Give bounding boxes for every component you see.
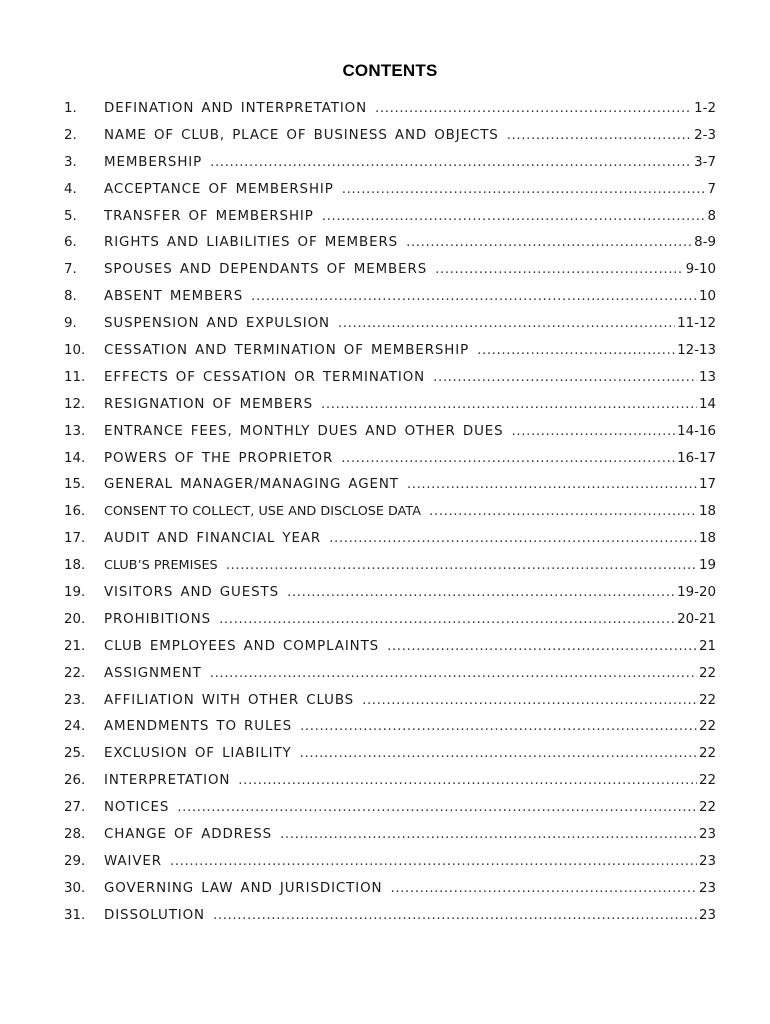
toc-entry-page-range: 21 [698, 638, 716, 654]
toc-entry-number: 27. [64, 800, 86, 816]
toc-entry-page-range: 10 [698, 289, 716, 305]
dot-leader [375, 101, 692, 116]
toc-entry-title: NAME OF CLUB, PLACE OF BUSINESS AND OBJECTS [104, 127, 499, 143]
toc-entry-number: 15. [64, 477, 86, 493]
toc-entry-page-range: 22 [698, 719, 716, 735]
toc-entry-page-range: 8 [707, 208, 716, 224]
toc-entry-title: RESIGNATION OF MEMBERS [104, 396, 313, 412]
toc-entry-title: AUDIT AND FINANCIAL YEAR [104, 531, 322, 547]
toc-entry-number: 9. [64, 316, 77, 332]
toc-entry-number: 5. [64, 208, 77, 224]
toc-entry-number: 8. [64, 289, 77, 305]
dot-leader [507, 128, 692, 143]
toc-entry [64, 531, 716, 558]
toc-entry-number: 11. [64, 369, 86, 385]
toc-entry-number: 3. [64, 154, 77, 170]
toc-entry [64, 235, 716, 262]
toc-entry-page-range: 23 [698, 907, 716, 923]
toc-entry-page-range: 13 [698, 369, 716, 385]
dot-leader [338, 316, 675, 331]
toc-entry-title: CLUB’S PREMISES [104, 558, 218, 574]
dot-leader [433, 370, 697, 385]
toc-entry-number: 10. [64, 343, 86, 359]
toc-entry-page-range: 14 [698, 396, 716, 412]
toc-entry-page-range: 23 [698, 827, 716, 843]
toc-entry-title: EFFECTS OF CESSATION OR TERMINATION [104, 369, 426, 385]
toc-entry-title: WAIVER [104, 853, 162, 869]
toc-entry-title: SPOUSES AND DEPENDANTS OF MEMBERS [104, 262, 428, 278]
toc-entry-number: 6. [64, 235, 77, 251]
dot-leader [280, 827, 697, 842]
toc-entry-title: GENERAL MANAGER/MANAGING AGENT [104, 477, 399, 493]
dot-leader [213, 908, 697, 923]
toc-entry-number: 31. [64, 907, 86, 923]
toc-entry-title: POWERS OF THE PROPRIETOR [104, 450, 334, 466]
dot-leader [435, 262, 684, 277]
toc-entry-title: AMENDMENTS TO RULES [104, 719, 293, 735]
toc-entry-page-range: 8-9 [694, 235, 716, 251]
toc-entry-page-range: 18 [698, 504, 716, 520]
toc-entry-page-range: 14-16 [677, 423, 716, 439]
dot-leader [512, 424, 676, 439]
dot-leader [477, 343, 675, 358]
dot-leader [390, 881, 696, 896]
toc-entry [64, 128, 716, 155]
toc-entry [64, 182, 716, 209]
toc-entry-page-range: 23 [698, 853, 716, 869]
dot-leader [219, 612, 675, 627]
toc-entry [64, 881, 716, 908]
dot-leader [406, 235, 692, 250]
toc-entry-number: 12. [64, 396, 86, 412]
toc-entry-number: 21. [64, 638, 86, 654]
toc-entry [64, 719, 716, 746]
toc-entry-number: 2. [64, 127, 77, 143]
dot-leader [300, 719, 697, 734]
dot-leader [321, 397, 697, 412]
toc-entry [64, 262, 716, 289]
toc-entry-page-range: 22 [698, 665, 716, 681]
toc-entry [64, 101, 716, 128]
toc-entry-title: DEFINATION AND INTERPRETATION [104, 101, 368, 116]
toc-entry-title: INTERPRETATION [104, 773, 231, 789]
toc-entry [64, 451, 716, 478]
dot-leader [210, 155, 692, 170]
toc-entry-number: 18. [64, 558, 86, 574]
toc-entry-number: 25. [64, 746, 86, 762]
dot-leader [329, 531, 697, 546]
dot-leader [210, 666, 697, 681]
toc-entry [64, 370, 716, 397]
toc-entry-title: ABSENT MEMBERS [104, 289, 244, 305]
dot-leader [407, 477, 697, 492]
toc-entry-number: 4. [64, 181, 77, 197]
dot-leader [170, 854, 697, 869]
toc-entry [64, 316, 716, 343]
toc-entry-number: 20. [64, 611, 86, 627]
toc-entry [64, 773, 716, 800]
page-title: CONTENTS [342, 61, 438, 80]
toc-entry-title: RIGHTS AND LIABILITIES OF MEMBERS [104, 235, 399, 251]
toc-entry-number: 30. [64, 880, 86, 896]
dot-leader [387, 639, 697, 654]
toc-entry-title: DISSOLUTION [104, 907, 205, 923]
dot-leader [177, 800, 697, 815]
toc-entry [64, 585, 716, 612]
toc-entry-number: 24. [64, 719, 86, 735]
toc-entry-title: EXCLUSION OF LIABILITY [104, 746, 292, 762]
toc-entry [64, 397, 716, 424]
toc-entry-number: 17. [64, 531, 86, 547]
dot-leader [322, 209, 706, 224]
toc-entry [64, 155, 716, 182]
toc-entry-title: CHANGE OF ADDRESS [104, 827, 273, 843]
toc-entry-title: CESSATION AND TERMINATION OF MEMBERSHIP [104, 343, 470, 359]
toc-entry [64, 854, 716, 881]
toc-entry-page-range: 22 [698, 692, 716, 708]
toc-entry-page-range: 1-2 [694, 101, 716, 116]
dot-leader [429, 504, 697, 519]
toc-entry [64, 558, 716, 585]
toc-entry-page-range: 22 [698, 746, 716, 762]
dot-leader [362, 693, 697, 708]
toc-entry-number: 29. [64, 853, 86, 869]
dot-leader [341, 451, 675, 466]
dot-leader [226, 558, 697, 573]
toc-entry [64, 477, 716, 504]
toc-entry [64, 666, 716, 693]
toc-entry-page-range: 9-10 [685, 262, 716, 278]
toc-entry-number: 14. [64, 450, 86, 466]
toc-entry-page-range: 18 [698, 531, 716, 547]
toc-entry-number: 16. [64, 504, 86, 520]
toc-entry-title: CLUB EMPLOYEES AND COMPLAINTS [104, 638, 380, 654]
toc-entry [64, 612, 716, 639]
toc-entry-title: ACCEPTANCE OF MEMBERSHIP [104, 181, 334, 197]
toc-entry-page-range: 19 [698, 558, 716, 574]
toc-entry-page-range: 16-17 [677, 450, 716, 466]
table-of-contents [64, 101, 716, 935]
toc-entry-title: MEMBERSHIP [104, 154, 203, 170]
toc-entry-page-range: 20-21 [677, 611, 716, 627]
toc-entry [64, 908, 716, 935]
toc-entry-page-range: 2-3 [694, 127, 716, 143]
toc-entry-number: 22. [64, 665, 86, 681]
toc-entry [64, 639, 716, 666]
toc-entry-page-range: 23 [698, 880, 716, 896]
toc-entry-page-range: 17 [698, 477, 716, 493]
toc-entry-number: 7. [64, 262, 77, 278]
toc-entry-page-range: 7 [707, 181, 716, 197]
toc-entry [64, 693, 716, 720]
toc-entry-page-range: 22 [698, 773, 716, 789]
toc-entry-number: 13. [64, 423, 86, 439]
toc-entry-title: CONSENT TO COLLECT, USE AND DISCLOSE DATA [104, 504, 422, 520]
toc-entry-title: ENTRANCE FEES, MONTHLY DUES AND OTHER DUES [104, 423, 504, 439]
toc-entry-page-range: 22 [698, 800, 716, 816]
toc-entry [64, 289, 716, 316]
toc-entry-title: TRANSFER OF MEMBERSHIP [104, 208, 314, 224]
toc-entry-title: AFFILIATION WITH OTHER CLUBS [104, 692, 355, 708]
toc-entry-number: 1. [64, 101, 77, 116]
toc-entry-page-range: 12-13 [677, 343, 716, 359]
toc-entry-title: ASSIGNMENT [104, 665, 202, 681]
dot-leader [251, 289, 697, 304]
toc-entry-title: GOVERNING LAW AND JURISDICTION [104, 880, 383, 896]
toc-entry-title: NOTICES [104, 800, 170, 816]
toc-entry-page-range: 3-7 [694, 154, 716, 170]
toc-entry-title: PROHIBITIONS [104, 611, 212, 627]
toc-entry-number: 26. [64, 773, 86, 789]
toc-entry [64, 424, 716, 451]
toc-entry [64, 504, 716, 531]
toc-entry-number: 23. [64, 692, 86, 708]
toc-entry-page-range: 19-20 [677, 585, 716, 601]
toc-entry-number: 19. [64, 585, 86, 601]
toc-entry [64, 343, 716, 370]
dot-leader [287, 585, 675, 600]
toc-entry [64, 746, 716, 773]
toc-entry-title: SUSPENSION AND EXPULSION [104, 316, 330, 332]
dot-leader [238, 773, 697, 788]
toc-entry-page-range: 11-12 [677, 316, 716, 332]
dot-leader [300, 746, 697, 761]
dot-leader [342, 182, 706, 197]
toc-entry [64, 800, 716, 827]
toc-entry-number: 28. [64, 827, 86, 843]
toc-entry-title: VISITORS AND GUESTS [104, 585, 280, 601]
toc-entry [64, 827, 716, 854]
toc-entry [64, 209, 716, 236]
